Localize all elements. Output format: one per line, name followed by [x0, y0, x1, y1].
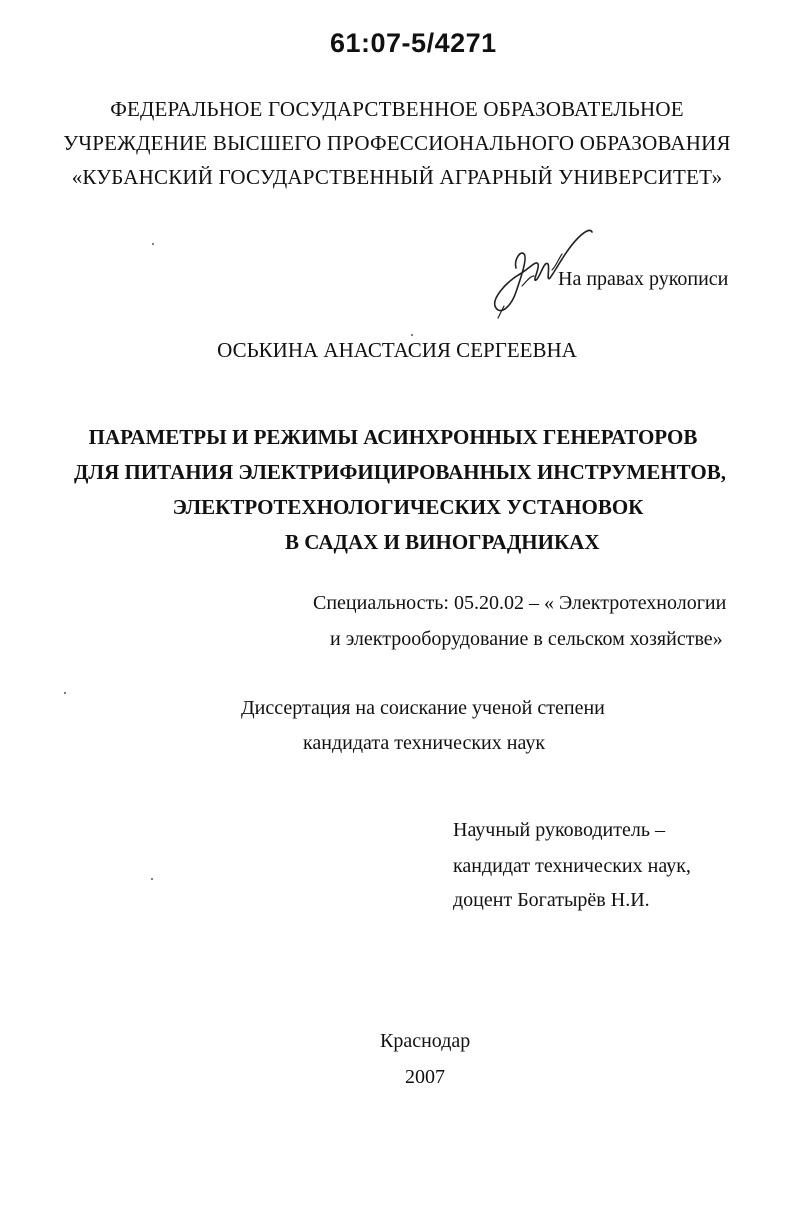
title-line: ЭЛЕКТРОТЕХНОЛОГИЧЕСКИХ УСТАНОВОК — [172, 495, 644, 519]
institution-line: УЧРЕЖДЕНИЕ ВЫСШЕГО ПРОФЕССИОНАЛЬНОГО ОБРАЗОВАНИЯ — [63, 131, 731, 155]
title-line: ДЛЯ ПИТАНИЯ ЭЛЕКТРИФИЦИРОВАННЫХ ИНСТРУМЕНТОВ, — [73, 460, 727, 484]
institution-block — [0, 92, 794, 194]
dissertation-title — [0, 420, 794, 560]
year: 2007 — [405, 1066, 445, 1088]
dissertation-line: кандидата технических наук — [303, 732, 546, 754]
supervisor-line: доцент Богатырёв Н.И. — [453, 889, 650, 911]
scan-speck — [151, 878, 153, 880]
institution-line: «КУБАНСКИЙ ГОСУДАРСТВЕННЫЙ АГРАРНЫЙ УНИВЕРСИТЕТ» — [71, 165, 723, 189]
title-line: В САДАХ И ВИНОГРАДНИКАХ — [285, 530, 600, 554]
supervisor-line: Научный руководитель – — [453, 819, 665, 841]
archive-code: 61:07-5/4271 — [330, 28, 497, 58]
specialty-line: Специальность: 05.20.02 – « Электротехнологии — [313, 592, 727, 614]
supervisor-line: кандидат технических наук, — [453, 855, 691, 877]
scan-speck — [64, 692, 66, 694]
specialty-line: и электрооборудование в сельском хозяйстве» — [330, 628, 723, 650]
manuscript-rights: На правах рукописи — [558, 268, 729, 290]
scan-speck — [411, 334, 413, 336]
dissertation-line: Диссертация на соискание ученой степени — [241, 697, 605, 719]
city: Краснодар — [380, 1030, 471, 1052]
title-line: ПАРАМЕТРЫ И РЕЖИМЫ АСИНХРОННЫХ ГЕНЕРАТОРОВ — [88, 425, 698, 449]
institution-line: ФЕДЕРАЛЬНОЕ ГОСУДАРСТВЕННОЕ ОБРАЗОВАТЕЛЬНОЕ — [110, 97, 684, 121]
author-name: ОСЬКИНА АНАСТАСИЯ СЕРГЕЕВНА — [217, 338, 577, 362]
scan-speck — [152, 243, 154, 245]
